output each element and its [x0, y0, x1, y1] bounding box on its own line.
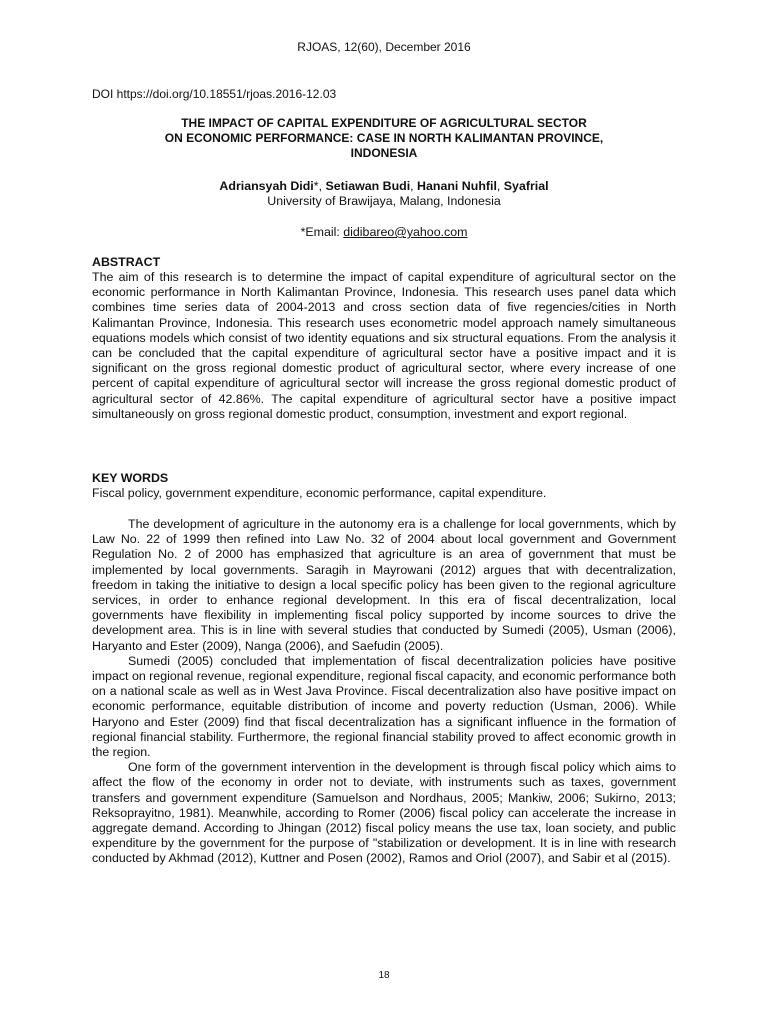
title-line-3: INDONESIA [350, 146, 418, 160]
body-paragraph-3: One form of the government intervention in the development is through fiscal policy which aims to affect the flow of the economy in order not to deviate, with instruments such as taxes, government transfers and government expenditure (Samuelson and Nordhaus, 2005; Mankiw, 2006; Sukirno, 2013; Reksoprayitno, 1981). Meanwhile, according to Romer (2006) fiscal policy can accelerate the increase in aggregate demand. According to Jhingan (2012) fiscal policy means the use tax, loan society, and public expenditure by the government for the purpose of "stabilization or development. It is in line with research conducted by Akhmad (2012), Kuttner and Posen (2002), Ramos and Oriol (2007), and Sabir et al (2015). [92, 760, 676, 866]
body-text [92, 517, 676, 867]
author-list [92, 179, 676, 194]
paper-page [92, 0, 676, 1024]
body-paragraph-2: Sumedi (2005) concluded that implementation of fiscal decentralization policies have positive impact on regional revenue, regional expenditure, regional fiscal capacity, and economic performance both on a national scale as well as in West Java Province. Fiscal decentralization also have positive impact on economic performance, equitable distribution of income and poverty reduction (Usman, 2006). While Haryono and Ester (2009) find that fiscal decentralization has a significant influence in the formation of regional financial stability. Furthermore, the regional financial stability proved to affect economic growth in the region. [92, 653, 676, 760]
email-line [92, 225, 676, 240]
title-line-1: THE IMPACT OF CAPITAL EXPENDITURE OF AGRICULTURAL SECTOR [181, 116, 587, 130]
author-separator: , [318, 179, 326, 193]
corresponding-mark: * [313, 179, 319, 193]
abstract-section [92, 255, 676, 422]
title-line-2: ON ECONOMIC PERFORMANCE: CASE IN NORTH KALIMANTAN PROVINCE, [164, 131, 604, 145]
paper-title [92, 116, 676, 161]
author-block [92, 179, 676, 209]
email-link[interactable]: didibareo@yahoo.com [343, 225, 468, 239]
abstract-text: The aim of this research is to determine the impact of capital expenditure of agricultural sector on the economic performance in North Kalimantan Province, Indonesia. This research uses panel data which combines time series data of 2004-2013 and cross section data of five regencies/cities in North Kalimantan Province, Indonesia. This research uses econometric model approach namely simultaneous equations models which consist of two identity equations and six structural equations. From the analysis it can be concluded that the capital expenditure of agricultural sector have a positive impact and it is significant on the gross regional domestic product of agricultural sector, where every increase of one percent of capital expenditure of agricultural sector will increase the gross regional domestic product of agricultural sector of 42.86%. The capital expenditure of agricultural sector have a positive impact simultaneously on gross regional domestic product, consumption, investment and export regional. [92, 270, 676, 421]
journal-header: RJOAS, 12(60), December 2016 [297, 40, 471, 54]
abstract-heading: ABSTRACT [92, 255, 161, 269]
author-4: Syafrial [503, 179, 549, 193]
page-number: 18 [378, 970, 390, 981]
keywords-text: Fiscal policy, government expenditure, economic performance, capital expenditure. [92, 486, 547, 500]
affiliation: University of Brawijaya, Malang, Indonesia [267, 194, 501, 208]
body-paragraph-1: The development of agriculture in the autonomy era is a challenge for local governments, which by Law No. 22 of 1999 then refined into Law No. 32 of 2004 about local government and Government Regulation No. 2 of 2000 has emphasized that agriculture is an area of government that must be implemented by local governments. Saragih in Mayrowani (2012) argues that with decentralization, freedom in taking the initiative to design a local specific policy has been given to the regional agriculture services, in order to enhance regional development. In this era of fiscal decentralization, local governments have flexibility in implementing fiscal policy supported by income sources to drive the development area. This is in line with several studies that conducted by Sumedi (2005), Usman (2006), Haryanto and Ester (2009), Nanga (2006), and Saefudin (2005). [92, 517, 676, 653]
keywords-heading: KEY WORDS [92, 471, 169, 485]
author-separator: , [410, 179, 418, 193]
keywords-section [92, 471, 676, 501]
email-label: *Email: [300, 225, 344, 239]
author-3: Hanani Nuhfil [417, 179, 497, 193]
doi-line[interactable]: DOI https://doi.org/10.18551/rjoas.2016-12.03 [92, 87, 337, 101]
author-separator: , [496, 179, 504, 193]
author-2: Setiawan Budi [325, 179, 411, 193]
author-1: Adriansyah Didi [219, 179, 314, 193]
